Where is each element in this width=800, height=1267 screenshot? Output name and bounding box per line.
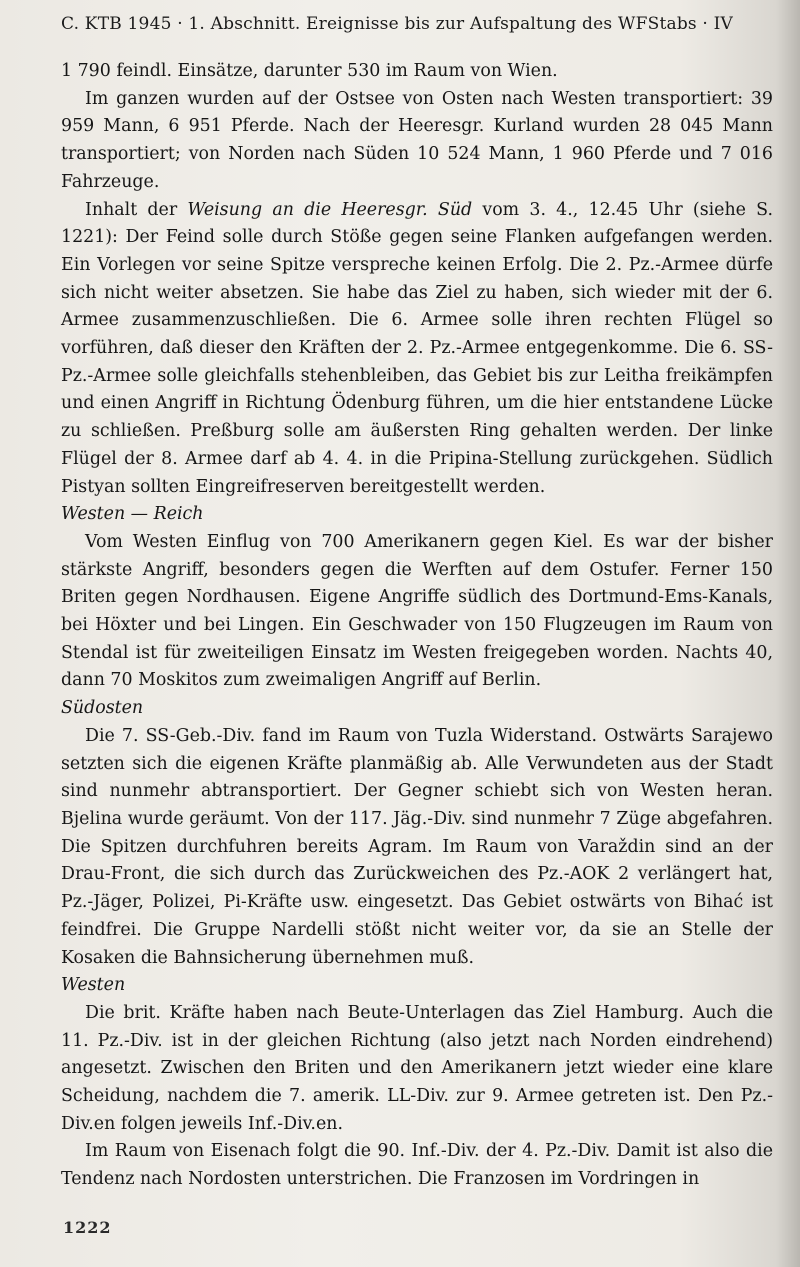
paragraph-baltic-transport: Im ganzen wurden auf der Ostsee von Osten nach Westen transportiert: 39 959 Mann, 6 951 Pferde. Nach der Heeresgr. Kurland wurden 28 045 Mann transportiert; von Norden nach Süden 10 524 Mann, 1 960 Pferde und 7 016 Fahrzeuge.: [61, 88, 773, 192]
paragraph-west-reich: Vom Westen Einflug von 700 Amerikanern gegen Kiel. Es war der bisher stärkste Angriff, besonders gegen die Werften auf dem Ostufer. Ferner 150 Briten gegen Nordhausen. Eigene Angriffe südlich des Dortmund-Ems-Kanals, bei Höxter und bei Lingen. Ein Geschwader von 150 Flugzeugen im Raum von Stendal ist für zweiteiligen Einsatz im Westen freigegeben worden. Nachts 40, dann 70 Moskitos zum zweimaligen Angriff auf Berlin.: [61, 531, 773, 691]
section-heading-west-reich: Westen — Reich: [61, 504, 204, 525]
section-heading-west: Westen: [61, 975, 126, 996]
directive-content: vom 3. 4., 12.45 Uhr (siehe S. 1221): Der Feind solle durch Stöße gegen seine Flanken aufgefangen werden. Ein Vorlegen vor seine Spitze verspreche keinen Erfolg. Die 2. Pz.-Armee dürfe sich nicht weiter absetzen. Sie habe das Ziel zu haben, sich wieder mit der 6. Armee zusammenzuschließen. Die 6. Armee solle ihren rechten Flügel so vorführen, daß dieser den Kräften der 2. Pz.-Armee entgegenkomme. Die 6. SS-Pz.-Armee solle gleichfalls stehenbleiben, das Gebiet bis zur Leitha freikämpfen und einen Angriff in Richtung Ödenburg führen, um die hier entstandene Lücke zu schließen. Preßburg solle am äußersten Ring gehalten werden. Der linke Flügel der 8. Armee darf ab 4. 4. in die Pripina-Stellung zurückgehen. Südlich Pistyan sollten Eingreifreserven bereitgestellt werden.: [61, 199, 774, 497]
directive-intro: Inhalt der: [85, 199, 188, 220]
paragraph-air-sorties: 1 790 feindl. Einsätze, darunter 530 im Raum von Wien.: [61, 61, 558, 81]
section-heading-southeast: Südosten: [61, 698, 144, 719]
paragraph-directive-south: [61, 197, 773, 502]
paragraph-west-eisenach: Im Raum von Eisenach folgt die 90. Inf.-Div. der 4. Pz.-Div. Damit ist also die Tendenz nach Nordosten unterstrichen. Die Franzosen im Vordringen in: [61, 1141, 773, 1190]
directive-title: Weisung an die Heeresgr. Süd: [187, 199, 473, 220]
body-text: [61, 58, 773, 1194]
paragraph-west-british: Die brit. Kräfte haben nach Beute-Unterlagen das Ziel Hamburg. Auch die 11. Pz.-Div. ist in der gleichen Richtung (also jetzt nach Norden eindrehend) angesetzt. Zwischen den Briten und den Amerikanern jetzt wieder eine klare Scheidung, nachdem die 7. amerik. LL-Div. zur 9. Armee getreten ist. Den Pz.-Div.en folgen jeweils Inf.-Div.en.: [61, 1002, 773, 1134]
page-number: 1222: [63, 1218, 112, 1237]
running-head: C. KTB 1945 · 1. Abschnitt. Ereignisse bis zur Aufspaltung des WFStabs · IV: [61, 14, 734, 34]
paragraph-southeast: Die 7. SS-Geb.-Div. fand im Raum von Tuzla Widerstand. Ostwärts Sarajewo setzten sich die eigenen Kräfte planmäßig ab. Alle Verwundeten aus der Stadt sind nunmehr abtransportiert. Der Gegner schiebt sich von Westen heran. Bjelina wurde geräumt. Von der 117. Jäg.-Div. sind nunmehr 7 Züge abgefahren. Die Spitzen durchfuhren bereits Agram. Im Raum von Varaždin sind an der Drau-Front, die sich durch das Zurückweichen des Pz.-AOK 2 verlängert hat, Pz.-Jäger, Polizei, Pi-Kräfte usw. eingesetzt. Das Gebiet ostwärts von Bihać ist feindfrei. Die Gruppe Nardelli stößt nicht weiter vor, da sie an Stelle der Kosaken die Bahnsicherung übernehmen muß.: [61, 725, 773, 968]
